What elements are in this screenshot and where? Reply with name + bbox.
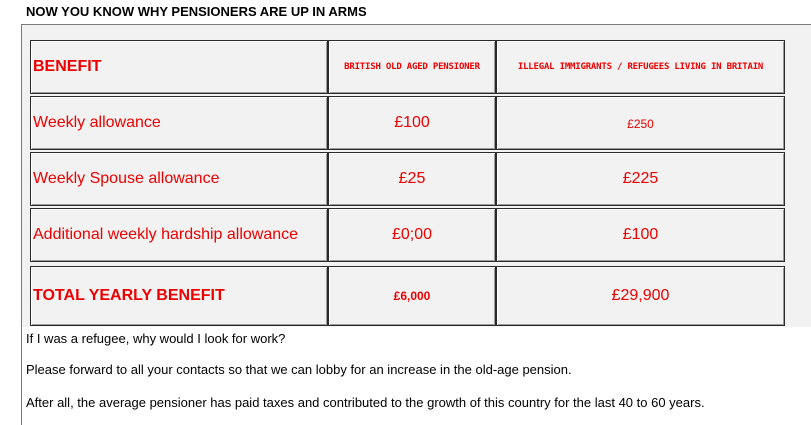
row-refugee-total: £29,900 — [496, 266, 785, 326]
paragraph-forward-request: Please forward to all your contacts so that we can lobby for an increase in the old-age pension. — [26, 362, 572, 377]
row-label-spouse-allowance: Weekly Spouse allowance — [30, 152, 328, 206]
row-refugee-weekly-allowance: £250 — [496, 96, 785, 150]
row-label-weekly-allowance: Weekly allowance — [30, 96, 328, 150]
row-label-total: TOTAL YEARLY BENEFIT — [30, 266, 328, 326]
paragraph-refugee-question: If I was a refugee, why would I look for work? — [26, 331, 286, 346]
left-border-line — [21, 327, 22, 425]
page-heading: NOW YOU KNOW WHY PENSIONERS ARE UP IN ARMS — [26, 4, 367, 19]
header-benefit: BENEFIT — [30, 40, 328, 94]
row-label-hardship-allowance: Additional weekly hardship allowance — [30, 208, 328, 262]
row-pensioner-spouse-allowance: £25 — [328, 152, 496, 206]
paragraph-taxes-note: After all, the average pensioner has paid taxes and contributed to the growth of this country for the last 40 to 60 years. — [26, 395, 705, 410]
row-pensioner-total: £6,000 — [328, 266, 496, 326]
row-pensioner-weekly-allowance: £100 — [328, 96, 496, 150]
header-pensioner: BRITISH OLD AGED PENSIONER — [328, 40, 496, 94]
header-refugee: ILLEGAL IMMIGRANTS / REFUGEES LIVING IN BRITAIN — [496, 40, 785, 94]
row-refugee-hardship-allowance: £100 — [496, 208, 785, 262]
row-pensioner-hardship-allowance: £0;00 — [328, 208, 496, 262]
row-refugee-spouse-allowance: £225 — [496, 152, 785, 206]
